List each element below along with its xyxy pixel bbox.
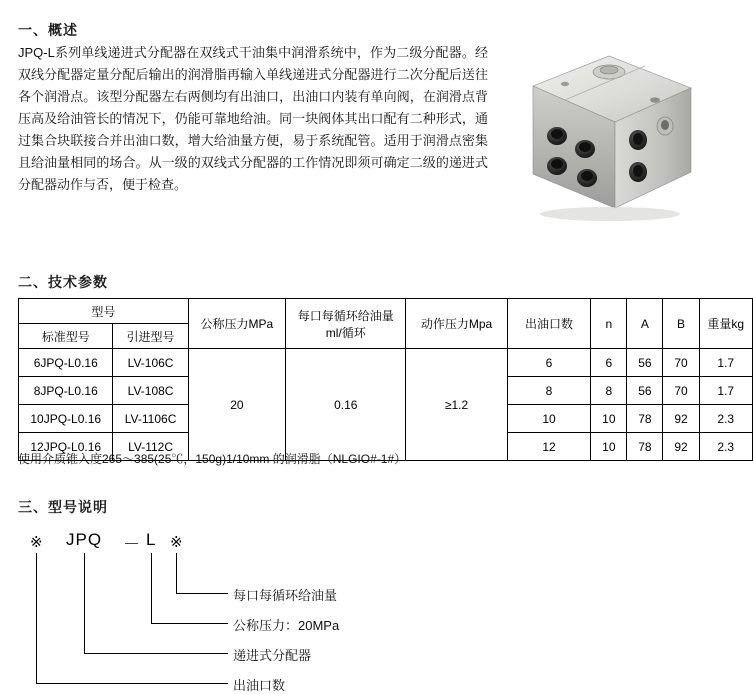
th-weight: 重量kg xyxy=(699,299,752,349)
cell-b: 92 xyxy=(663,405,699,433)
th-model-group: 型号 xyxy=(19,299,189,324)
code-dash: － xyxy=(123,535,141,554)
th-oil-per-cycle-line2: ml/循环 xyxy=(325,325,366,340)
legend-label-nominal-pressure: 公称压力：20MPa xyxy=(233,618,340,633)
table-header-row-1 xyxy=(19,299,753,324)
cell-nominal-pressure: 20 xyxy=(188,349,286,461)
model-code-heading: 三、型号说明 xyxy=(18,499,108,515)
th-action-pressure: 动作压力Mpa xyxy=(406,299,507,349)
cell-import-model: LV-112C xyxy=(113,433,188,461)
leader-line-3-vertical xyxy=(84,553,85,653)
cell-outlets: 6 xyxy=(507,349,591,377)
leader-line-1-vertical xyxy=(176,553,177,593)
th-outlets: 出油口数 xyxy=(507,299,591,349)
cell-weight: 1.7 xyxy=(699,377,752,405)
cell-weight: 1.7 xyxy=(699,349,752,377)
leader-line-4-vertical xyxy=(36,553,37,683)
overview-heading: 一、概述 xyxy=(18,22,78,38)
mark-right-asterisk: ※ xyxy=(170,534,183,551)
cell-weight: 2.3 xyxy=(699,433,752,461)
spec-table xyxy=(18,298,753,461)
cell-b: 70 xyxy=(663,377,699,405)
model-code-diagram xyxy=(18,525,718,693)
th-oil-per-cycle-line1: 每口每循环给油量 xyxy=(297,308,394,323)
leader-line-2-horizontal xyxy=(151,623,228,624)
specs-heading: 二、技术参数 xyxy=(18,274,108,290)
th-nominal-pressure: 公称压力MPa xyxy=(188,299,286,349)
th-n: n xyxy=(591,299,627,349)
code-l: L xyxy=(146,530,157,549)
table-note: 使用介质锥入度265～385(25℃，150g)1/10mm 的润滑脂（NLGIO#-1#） xyxy=(18,452,407,466)
cell-n: 8 xyxy=(591,377,627,405)
code-jpq: JPQ xyxy=(66,530,103,549)
product-photo-svg xyxy=(505,44,705,224)
legend-label-oil-per-cycle: 每口每循环给油量 xyxy=(233,588,338,603)
cell-import-model: LV-106C xyxy=(113,349,188,377)
cell-action-pressure: ≥1.2 xyxy=(406,349,507,461)
th-a: A xyxy=(627,299,663,349)
cell-standard-model: 12JPQ-L0.16 xyxy=(19,433,113,461)
cell-b: 70 xyxy=(663,349,699,377)
cell-import-model: LV-1106C xyxy=(113,405,188,433)
cell-weight: 2.3 xyxy=(699,405,752,433)
cell-import-model: LV-108C xyxy=(113,377,188,405)
cell-outlets: 10 xyxy=(507,405,591,433)
product-photo xyxy=(505,44,705,224)
leader-line-3-horizontal xyxy=(84,653,228,654)
cell-a: 78 xyxy=(627,405,663,433)
overview-paragraph: JPQ-L系列单线递进式分配器在双线式干油集中润滑系统中，作为二级分配器。经双线分配器定量分配后输出的润滑脂再输入单线递进式分配器进行二次分配后送往各个润滑点。该型分配器左右两侧均有出油口，出油口内装有单向阀，在润滑点背压高及给油管长的情况下，仍能可靠地给油。同一块阀体其出口配有二种形式，通过集合块联接合并出油口数，增大给油量方便，易于系统配管。适用于润滑点密集且给油量相同的场合。从一级的双线式分配器的工作情况即须可确定二级的递进式分配器动作与否，便于检查。 xyxy=(18,45,488,192)
cell-a: 56 xyxy=(627,377,663,405)
th-oil-per-cycle xyxy=(286,299,406,349)
mark-left-asterisk: ※ xyxy=(30,534,43,551)
cell-standard-model: 10JPQ-L0.16 xyxy=(19,405,113,433)
cell-b: 92 xyxy=(663,433,699,461)
cell-outlets: 8 xyxy=(507,377,591,405)
table-row xyxy=(19,349,753,377)
leader-line-4-horizontal xyxy=(36,683,228,684)
cell-standard-model: 8JPQ-L0.16 xyxy=(19,377,113,405)
th-b: B xyxy=(663,299,699,349)
cell-n: 10 xyxy=(591,405,627,433)
cell-n: 10 xyxy=(591,433,627,461)
leader-line-2-vertical xyxy=(151,553,152,623)
cell-a: 56 xyxy=(627,349,663,377)
leader-line-1-horizontal xyxy=(176,593,228,594)
cell-outlets: 12 xyxy=(507,433,591,461)
legend-label-progressive-distributor: 递进式分配器 xyxy=(233,648,312,663)
th-import-model: 引进型号 xyxy=(113,324,188,349)
cell-oil-per-cycle: 0.16 xyxy=(286,349,406,461)
cell-a: 78 xyxy=(627,433,663,461)
cell-standard-model: 6JPQ-L0.16 xyxy=(19,349,113,377)
th-standard-model: 标准型号 xyxy=(19,324,113,349)
legend-label-outlet-count: 出油口数 xyxy=(233,678,286,693)
cell-n: 6 xyxy=(591,349,627,377)
